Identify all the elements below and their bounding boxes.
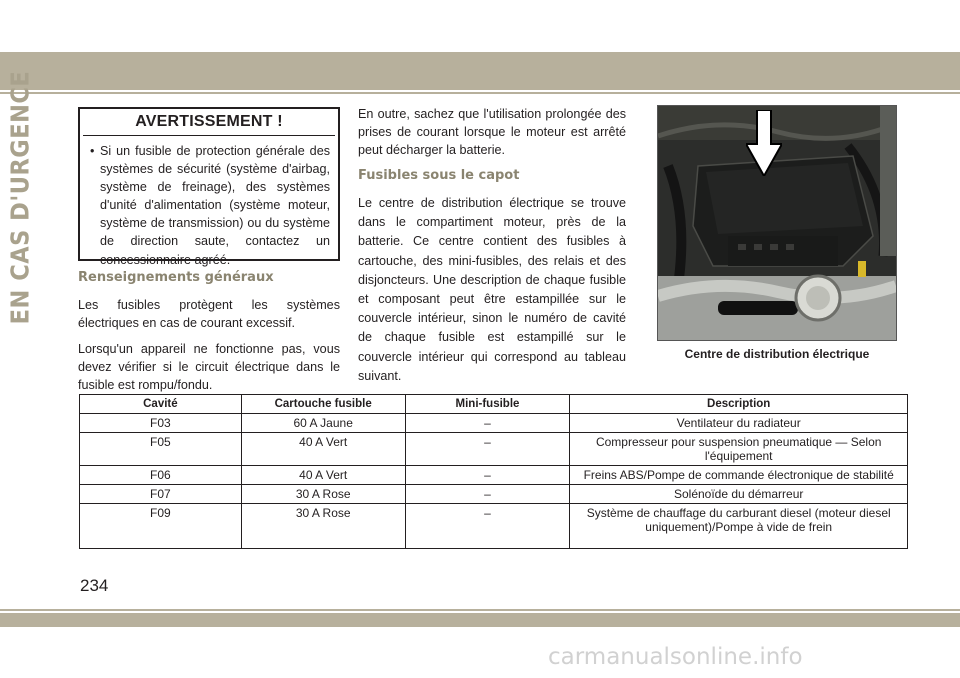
- table-row: [80, 466, 908, 485]
- fuse-table: [79, 394, 908, 549]
- table-cell: Freins ABS/Pompe de commande électronique de stabilité: [570, 466, 908, 485]
- table-cell: F07: [80, 485, 242, 504]
- table-cell: Compresseur pour suspension pneumatique — Selon l'équipement: [570, 433, 908, 466]
- table-cell: 30 A Rose: [241, 485, 405, 504]
- table-cell: F03: [80, 414, 242, 433]
- warning-text: Si un fusible de protection générale des systèmes de sécurité (système d'airbag, système de freinage), des systèmes d'unité d'alimentation (système moteur, système de transmission) ou du système de direction saute, contactez un concessionnaire agréé.: [100, 144, 330, 267]
- table-cell: –: [405, 433, 570, 466]
- table-header-cell: Mini-fusible: [405, 395, 570, 414]
- table-header-cell: Description: [570, 395, 908, 414]
- watermark: carmanualsonline.info: [548, 644, 803, 670]
- page-number: 234: [80, 576, 109, 595]
- table-cell: F05: [80, 433, 242, 466]
- section-side-tab-label: EN CAS D'URGENCE: [5, 70, 35, 325]
- table-cell: 40 A Vert: [241, 433, 405, 466]
- table-cell: F09: [80, 504, 242, 549]
- right-paragraph-2: Le centre de distribution électrique se trouve dans le compartiment moteur, près de la batterie. Ce centre contient des fusibles à cartouche, des mini-fusibles, des relais et des disjoncteurs. Une description de chaque fusible et composant peut être estampillée sur le couvercle intérieur, sinon le numéro de cavité de chaque fusible est estampillé sur le couvercle intérieur qui correspond au tableau suivant.: [358, 196, 626, 383]
- warning-bullet: •: [90, 144, 95, 158]
- warning-body: [80, 136, 338, 269]
- fuse-box-photo: [657, 105, 897, 341]
- header-band: [0, 52, 960, 90]
- footer-band: [0, 613, 960, 627]
- warning-box: [78, 107, 340, 267]
- underhood-fuses-heading: Fusibles sous le capot: [358, 168, 520, 183]
- general-info-paragraph-1: Les fusibles protègent les systèmes électriques en cas de courant excessif.: [78, 298, 340, 330]
- down-arrow-icon: [746, 110, 782, 176]
- table-row: [80, 433, 908, 466]
- table-row: [80, 414, 908, 433]
- table-cell: Ventilateur du radiateur: [570, 414, 908, 433]
- table-row: [80, 485, 908, 504]
- table-cell: 60 A Jaune: [241, 414, 405, 433]
- footer-rule: [0, 609, 960, 611]
- right-paragraph-1: En outre, sachez que l'utilisation prolongée des prises de courant lorsque le moteur est arrêté peut décharger la batterie.: [358, 107, 626, 157]
- table-cell: –: [405, 414, 570, 433]
- table-cell: 30 A Rose: [241, 504, 405, 549]
- table-cell: F06: [80, 466, 242, 485]
- general-info-paragraph-2: Lorsqu'un appareil ne fonctionne pas, vous devez vérifier si le circuit électrique dans le fusible est rompu/fondu.: [78, 342, 340, 392]
- table-cell: 40 A Vert: [241, 466, 405, 485]
- table-cell: –: [405, 485, 570, 504]
- table-row: [80, 504, 908, 549]
- table-header-row: [80, 395, 908, 414]
- table-header-cell: Cavité: [80, 395, 242, 414]
- table-cell: Solénoïde du démarreur: [570, 485, 908, 504]
- section-side-tab: [0, 70, 40, 325]
- table-header-cell: Cartouche fusible: [241, 395, 405, 414]
- table-cell: –: [405, 466, 570, 485]
- header-rule: [0, 92, 960, 94]
- table-cell: –: [405, 504, 570, 549]
- warning-title: AVERTISSEMENT !: [83, 109, 335, 136]
- table-cell: Système de chauffage du carburant diesel (moteur diesel uniquement)/Pompe à vide de frein: [570, 504, 908, 549]
- general-info-heading: Renseignements généraux: [78, 270, 274, 285]
- photo-caption: Centre de distribution électrique: [684, 347, 870, 361]
